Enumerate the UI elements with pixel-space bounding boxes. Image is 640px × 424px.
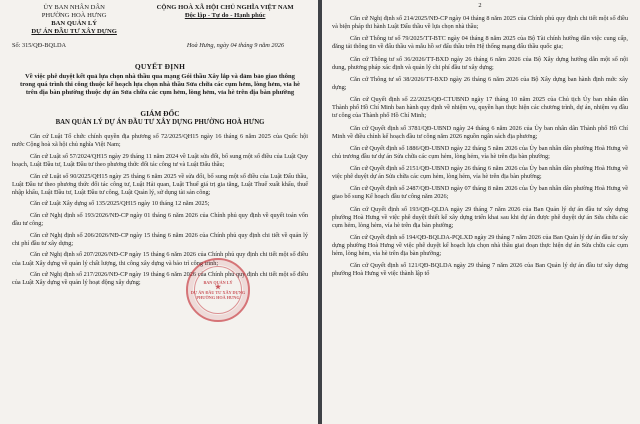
- legal-basis-paragraph: Căn cứ Thông tư số 79/2025/TT-BTC ngày 04 tháng 8 năm 2025 của Bộ Tài chính hướng dẫn việc cung cấp, đăng tải thông tin về đấu thầu và mẫu hồ sơ đấu thầu trên Hệ thống mạng đấu thầu quốc gia;: [332, 35, 628, 51]
- legal-basis-paragraph: Căn cứ Thông tư số 36/2026/TT-BXD ngày 26 tháng 6 năm 2026 của Bộ Xây dựng hướng dẫn một số nội dung, phương pháp xác định và quản lý chi phí đầu tư xây dựng;: [332, 55, 628, 71]
- document-date: Hoà Hưng, ngày 04 tháng 9 năm 2026: [186, 42, 284, 49]
- legal-basis-paragraph: Căn cứ Luật số 90/2025/QH15 ngày 25 tháng 6 năm 2025 về sửa đổi, bổ sung một số điều của Luật Đấu thầu, Luật Đầu tư theo phương thức đối tác công tư, Luật Hải quan, Luật Thuế giá trị gia tăng, Luật Thuế xuất khẩu, thuế nhập khẩu, Luật Đầu tư, Luật Đầu tư công, Luật Quản lý, sử dụng tài sản công;: [12, 172, 308, 196]
- agency-line: PHƯỜNG HOÀ HƯNG: [41, 12, 107, 19]
- issuing-agency-block: [12, 4, 136, 36]
- seal-text: DỰ ÁN ĐẦU TƯ XÂY DỰNG: [190, 290, 246, 295]
- legal-basis-paragraph: Căn cứ Nghị định số 206/2026/NĐ-CP ngày 15 tháng 6 năm 2026 của Chính phủ quy định chi tiết về quản lý chi phí đầu tư xây dựng;: [12, 231, 308, 247]
- legal-basis-paragraph: Căn cứ Nghị định số 207/2026/NĐ-CP ngày 15 tháng 6 năm 2026 của Chính phủ quy định chi tiết một số điều của Luật Xây dựng về quản lý chất lượng, thi công xây dựng và bảo trì công trình;: [12, 251, 308, 267]
- legal-basis-paragraph: Căn cứ Luật Xây dựng số 135/2025/QH15 ngày 10 tháng 12 năm 2025;: [30, 200, 210, 208]
- document-title: QUYẾT ĐỊNH: [134, 62, 186, 71]
- national-title: CỘNG HOÀ XÃ HỘI CHỦ NGHĨA VIỆT NAM: [156, 4, 294, 11]
- seal-text: BAN QUẢN LÝ: [203, 280, 233, 285]
- seal-star-icon: ★: [214, 283, 222, 291]
- seal-text: PHƯỜNG HOÀ HƯNG: [196, 295, 240, 300]
- legal-basis-paragraph: Căn cứ Quyết định số 121/QĐ-BQLDA ngày 29 tháng 7 năm 2026 của Ban Quản lý dự án đầu tư xây dựng phường Hoà Hưng về việc thành lập tổ: [332, 262, 628, 278]
- agency-line: DỰ ÁN ĐẦU TƯ XÂY DỰNG: [31, 28, 117, 35]
- legal-basis-paragraph: Căn cứ Nghị định số 214/2025/NĐ-CP ngày 04 tháng 8 năm 2025 của Chính phủ quy định chi tiết một số điều và biện pháp thi hành Luật Đấu thầu về lựa chọn nhà thầu;: [332, 15, 628, 31]
- document-page-2: [322, 0, 640, 424]
- legal-basis-paragraph: Căn cứ Luật số 57/2024/QH15 ngày 29 tháng 11 năm 2024 về Luật sửa đổi, bổ sung một số điều của Luật Quy hoạch, Luật Đầu tư, Luật Đầu tư theo phương thức đối tác công tư và Luật Đấu thầu;: [12, 152, 308, 169]
- signer-title: GIÁM ĐỐC: [140, 109, 180, 119]
- page-number: 2: [478, 2, 482, 9]
- document-meta: [12, 42, 308, 49]
- document-summary: Về việc phê duyệt kết quả lựa chọn nhà thầu qua mạng Gói thầu Xây lắp và đảm bảo giao thông trong quá trình thi công thuộc kế hoạch lựa chọn nhà thầu Sửa chữa các cụm hẻm, lòng hẻm, vỉa hè trên địa bàn phường thuộc dự án Sửa chữa các cụm hẻm, lòng hẻm, vỉa hè trên địa bàn phường: [20, 73, 300, 97]
- national-motto: Độc lập - Tự do - Hạnh phúc: [184, 12, 266, 19]
- legal-basis-list: [12, 133, 308, 287]
- legal-basis-paragraph: Căn cứ Quyết định số 1886/QĐ-UBND ngày 22 tháng 5 năm 2026 của Ủy ban nhân dân phường Hoà Hưng về chủ trương đầu tư dự án Sửa chữa các cụm hẻm, lòng hẻm, vỉa hè trên địa bàn phường;: [332, 144, 628, 160]
- legal-basis-paragraph: Căn cứ Quyết định số 194/QĐ-BQLDA-PQLXD ngày 29 tháng 7 năm 2026 của Ban Quản lý dự án đầu tư xây dựng phường Hoà Hưng về việc phê duyệt kế hoạch lựa chọn nhà thầu giai đoạn thực hiện dự án Sửa chữa các cụm hẻm, lòng hẻm, vỉa hè trên địa bàn phường;: [332, 234, 628, 258]
- legal-basis-paragraph: Căn cứ Nghị định số 217/2026/NĐ-CP ngày 19 tháng 6 năm 2026 của Chính phủ quy định chi tiết một số điều của Luật Xây dựng về quản lý hoạt động xây dựng;: [12, 271, 308, 287]
- legal-basis-paragraph: Căn cứ Quyết định số 22/2025/QĐ-CTUBND ngày 17 tháng 10 năm 2025 của Chủ tịch Ủy ban nhân dân Thành phố Hồ Chí Minh ban hành quy định về nhiệm vụ, quyền hạn thực hiện các chương trình, dự án, nhiệm vụ đầu tư công của Thành phố Hồ Chí Minh;: [332, 96, 628, 120]
- legal-basis-paragraph: Căn cứ Quyết định số 3781/QĐ-UBND ngày 24 tháng 6 năm 2026 của Ủy ban nhân dân Thành phố Hồ Chí Minh về điều chỉnh kế hoạch đầu tư công năm 2026 nguồn ngân sách địa phương;: [332, 124, 628, 140]
- agency-line: ỦY BAN NHÂN DÂN: [43, 4, 105, 11]
- document-page-1: [0, 0, 318, 424]
- legal-basis-paragraph: Căn cứ Quyết định số 2487/QĐ-UBND ngày 07 tháng 8 năm 2026 của Ủy ban nhân dân phường Hoà Hưng về giao bổ sung Kế hoạch đầu tư công năm 2026;: [332, 185, 628, 201]
- legal-basis-paragraph: Căn cứ Thông tư số 38/2026/TT-BXD ngày 26 tháng 6 năm 2026 của Bộ Xây dựng ban hành định mức xây dựng;: [332, 75, 628, 91]
- national-heading-block: [142, 4, 308, 36]
- legal-basis-paragraph: Căn cứ Quyết định số 193/QĐ-QLDA ngày 29 tháng 7 năm 2026 của Ban Quản lý dự án đầu tư xây dựng phường Hoà Hưng về việc phê duyệt thiết kế xây dựng triển khai sau khi dự án được phê duyệt dự án Sửa chữa các cụm hẻm, lòng hẻm, vỉa hè trên địa bàn phường;: [332, 205, 628, 229]
- signer-organization: BAN QUẢN LÝ DỰ ÁN ĐẦU TƯ XÂY DỰNG PHƯỜNG HOÀ HƯNG: [55, 119, 265, 127]
- official-seal-stamp: [186, 258, 250, 322]
- legal-basis-paragraph: Căn cứ Quyết định số 2151/QĐ-UBND ngày 26 tháng 6 năm 2026 của Ủy ban nhân dân phường Hoà Hưng về việc phê duyệt dự án Sửa chữa các cụm hẻm, lòng hẻm, vỉa hè trên địa bàn phường;: [332, 165, 628, 181]
- agency-line: BAN QUẢN LÝ: [51, 20, 98, 27]
- document-header: [12, 4, 308, 36]
- legal-basis-list: [332, 15, 628, 279]
- legal-basis-paragraph: Căn cứ Luật Tổ chức chính quyền địa phương số 72/2025/QH15 ngày 16 tháng 6 năm 2025 của Quốc hội nước Cộng hoà xã hội chủ nghĩa Việt Nam;: [12, 133, 308, 149]
- legal-basis-paragraph: Căn cứ Nghị định số 193/2026/NĐ-CP ngày 01 tháng 6 năm 2026 của Chính phủ quy định về quyết toán vốn đầu tư công;: [12, 212, 308, 228]
- document-number: Số: 315/QĐ-BQLDA: [12, 42, 67, 49]
